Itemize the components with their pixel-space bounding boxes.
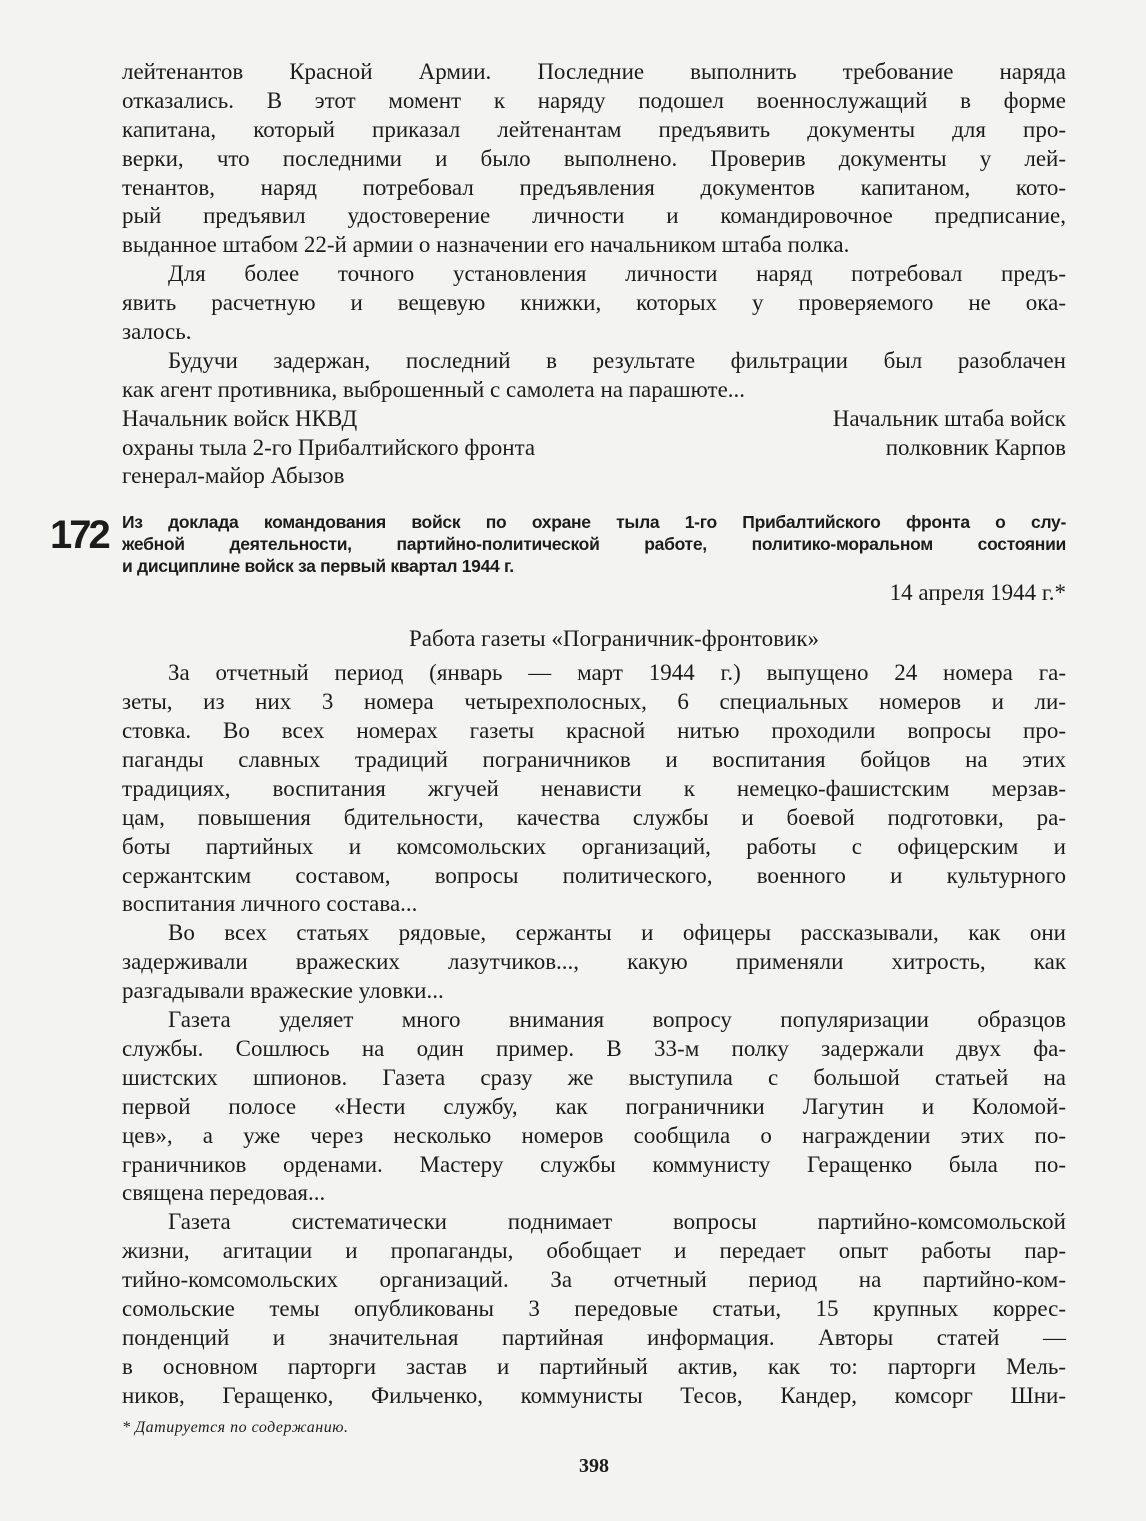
paragraph <box>122 260 1066 347</box>
text-line: выданное штабом 22-й армии о назначении его начальником штаба полка. <box>122 232 850 258</box>
text-line: отказались. В этот момент к наряду подошел военнослужащий в форме <box>122 87 1066 113</box>
signature-row <box>122 462 1066 491</box>
text-line: сержантским составом, вопросы политического, военного и культурного <box>122 862 1066 888</box>
paragraph <box>122 347 1066 405</box>
signature-row <box>122 405 1066 434</box>
text-line: Будучи задержан, последний в результате фильтрации был разоблачен <box>168 347 1066 373</box>
text-line: сомольские темы опубликованы 3 передовые статьи, 15 крупных коррес- <box>122 1295 1066 1321</box>
text-line: зеты, из них 3 номера четырехполосных, 6 специальных номеров и ли- <box>122 689 1066 715</box>
heading-line: жебной деятельности, партийно-политической работе, политико-моральном состоянии <box>122 534 1066 555</box>
text-line: в основном парторги застав и партийный актив, как то: парторги Мель- <box>122 1353 1066 1379</box>
text-line: ников, Геращенко, Фильченко, коммунисты Тесов, Кандер, комсорг Шни- <box>122 1382 1066 1408</box>
signature-right: Начальник штаба войск <box>832 405 1066 431</box>
text-line: рый предъявил удостоверение личности и командировочное предписание, <box>122 203 1066 229</box>
signature-block <box>122 405 1066 492</box>
text-line: граничников орденами. Мастеру службы коммунисту Геращенко была по- <box>122 1151 1066 1177</box>
text-line: цам, повышения бдительности, качества службы и боевой подготовки, ра- <box>122 804 1066 830</box>
signature-left: охраны тыла 2-го Прибалтийского фронта <box>122 434 536 460</box>
paragraph <box>122 1208 1066 1410</box>
text-line: Для более точного установления личности наряд потребовал предъ- <box>168 261 1066 287</box>
text-line: цев», а уже через несколько номеров сообщила о награждении этих по- <box>122 1122 1066 1148</box>
text-line: понденций и значительная партийная информация. Авторы статей — <box>122 1324 1066 1350</box>
text-line: задерживали вражеских лазутчиков..., какую применяли хитрость, как <box>122 949 1066 975</box>
text-line: боты партийных и комсомольских организаций, работы с офицерским и <box>122 833 1066 859</box>
paragraph <box>122 919 1066 1006</box>
text-line: тенантов, наряд потребовал предъявления документов капитаном, кото- <box>122 174 1066 200</box>
signature-row <box>122 434 1066 463</box>
heading-line: и дисциплине войск за первый квартал 1944 г. <box>122 556 514 577</box>
text-line: стовка. Во всех номерах газеты красной нитью проходили вопросы про- <box>122 718 1066 744</box>
text-line: как агент противника, выброшенный с самолета на парашюте... <box>122 376 746 402</box>
text-line: Во всех статьях рядовые, сержанты и офицеры рассказывали, как они <box>168 920 1066 946</box>
document-body <box>122 659 1066 1410</box>
signature-left: генерал-майор Абызов <box>122 463 345 489</box>
text-line: капитана, который приказал лейтенантам предъявить документы для про- <box>122 116 1066 142</box>
text-line: шистских шпионов. Газета сразу же выступила с большой статьей на <box>122 1064 1066 1090</box>
text-line: традициях, воспитания жгучей ненависти к немецко-фашистским мерзав- <box>122 775 1066 801</box>
text-line: За отчетный период (январь — март 1944 г.) выпущено 24 номера га- <box>168 660 1066 686</box>
text-line: службы. Сошлюсь на один пример. В 33-м полку задержали двух фа- <box>122 1035 1066 1061</box>
signature-right: полковник Карпов <box>885 434 1066 460</box>
previous-document-text <box>122 58 1066 405</box>
text-line: лейтенантов Красной Армии. Последние выполнить требование наряда <box>122 59 1066 84</box>
text-line: разгадывали вражеские уловки... <box>122 978 444 1004</box>
paragraph <box>122 659 1066 919</box>
text-line: жизни, агитации и пропаганды, обобщает и передает опыт работы пар- <box>122 1238 1066 1264</box>
page-number: 398 <box>579 1455 609 1477</box>
text-line: тийно-комсомольских организаций. За отчетный период на партийно-ком- <box>122 1267 1066 1293</box>
text-line: первой полосе «Нести службу, как пограничники Лагутин и Коломой- <box>122 1093 1066 1119</box>
section-title: Работа газеты «Пограничник-фронтовик» <box>408 626 820 652</box>
text-line: явить расчетную и вещевую книжки, которых у проверяемого не ока- <box>122 290 1066 316</box>
text-line: воспитания личного состава... <box>122 891 418 917</box>
footnote: * Датируется по содержанию. <box>122 1418 349 1436</box>
text-line: залось. <box>122 319 192 345</box>
heading-text <box>122 511 1066 577</box>
document-number: 172 <box>50 513 108 558</box>
text-line: Газета систематически поднимает вопросы партийно-комсомольской <box>168 1209 1066 1235</box>
paragraph <box>122 1006 1066 1208</box>
paragraph <box>122 58 1066 260</box>
heading-line: Из доклада командования войск по охране тыла 1-го Прибалтийского фронта о слу- <box>122 512 1066 533</box>
page <box>50 58 1066 1439</box>
document-heading <box>50 511 1066 577</box>
text-line: верки, что последними и было выполнено. Проверив документы у лей- <box>122 145 1066 171</box>
signature-left: Начальник войск НКВД <box>122 405 358 431</box>
text-line: Газета уделяет много внимания вопросу популяризации образцов <box>168 1007 1066 1033</box>
document-date: 14 апреля 1944 г.* <box>889 580 1066 606</box>
text-line: паганды славных традиций пограничников и воспитания бойцов на этих <box>122 747 1066 773</box>
text-line: священа передовая... <box>122 1180 326 1206</box>
